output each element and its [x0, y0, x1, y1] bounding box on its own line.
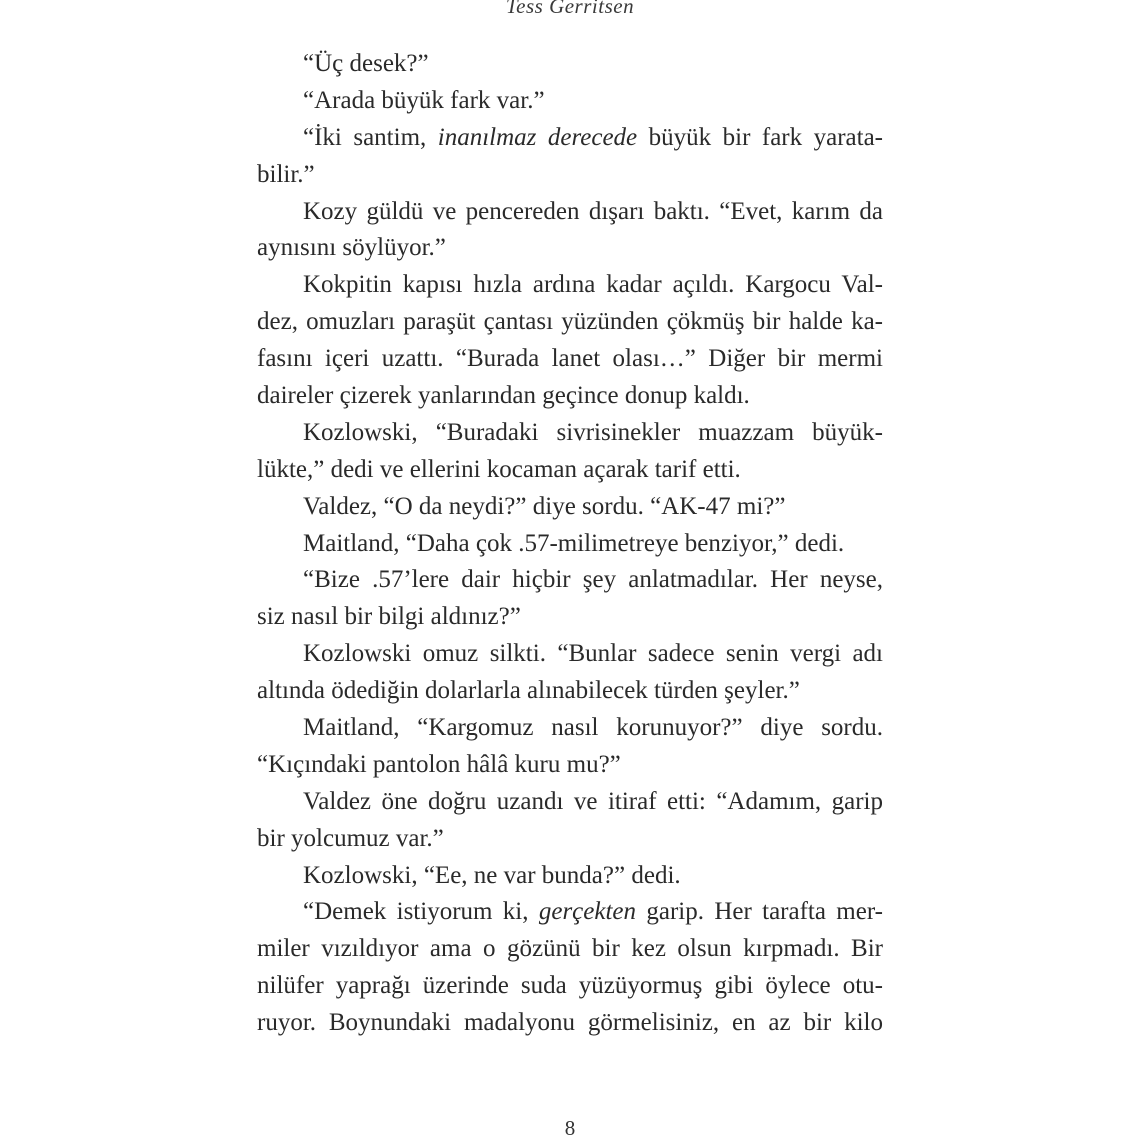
- text-line: “Kıçındaki pantolon hâlâ kuru mu?”: [257, 750, 621, 778]
- running-header: Tess Gerritsen: [505, 0, 635, 18]
- italic-emphasis: gerçekten: [538, 898, 637, 926]
- text-line: bir yolcumuz var.”: [257, 824, 444, 852]
- text-line: Valdez öne doğru uzandı ve itiraf etti: “Adamım, garip: [303, 787, 883, 815]
- text-line: Maitland, “Daha çok .57-milimetreye benziyor,” dedi.: [303, 529, 845, 557]
- text-line: Kozy güldü ve pencereden dışarı baktı. “Evet, karım da: [303, 197, 883, 225]
- text-line: daireler çizerek yanlarından geçince donup kaldı.: [257, 382, 750, 410]
- text-line: altında ödediğin dolarlarla alınabilecek türden şeyler.”: [257, 677, 800, 705]
- text-line: nilüfer yaprağı üzerinde suda yüzüyormuş gibi öylece otu-: [257, 972, 883, 1000]
- text-line: Kozlowski, “Ee, ne var bunda?” dedi.: [303, 861, 681, 889]
- text-line: siz nasıl bir bilgi aldınız?”: [257, 603, 521, 631]
- text-line: lükte,” dedi ve ellerini kocaman açarak tarif etti.: [257, 455, 741, 483]
- text-line: dez, omuzları paraşüt çantası yüzünden çökmüş bir halde ka-: [257, 308, 883, 336]
- text-line: Valdez, “O da neydi?” diye sordu. “AK-47 mi?”: [303, 492, 786, 520]
- text-line: “Bize .57’lere dair hiçbir şey anlatmadılar. Her neyse,: [303, 566, 883, 594]
- text-line: “İki santim, inanılmaz derecede büyük bir fark yarata-: [303, 123, 884, 151]
- text-line: “Arada büyük fark var.”: [303, 86, 545, 114]
- text-line: fasını içeri uzattı. “Burada lanet olası…” Diğer bir mermi: [257, 345, 883, 373]
- text-line: ruyor. Boynundaki madalyonu görmelisiniz, en az bir kilo: [257, 1009, 883, 1037]
- text-line: “Demek istiyorum ki, gerçekten garip. Her tarafta mer-: [303, 898, 883, 926]
- text-line: Kokpitin kapısı hızla ardına kadar açıldı. Kargocu Val-: [303, 271, 883, 299]
- text-line: Kozlowski, “Buradaki sivrisinekler muazzam büyük-: [303, 418, 883, 446]
- text-line: “Üç desek?”: [303, 50, 429, 77]
- text-line: aynısını söylüyor.”: [257, 234, 446, 262]
- text-line: Kozlowski omuz silkti. “Bunlar sadece senin vergi adı: [303, 640, 883, 668]
- body-text: [257, 46, 883, 1042]
- text-line: bilir.”: [257, 160, 315, 188]
- page-number: 8: [564, 1116, 576, 1140]
- text-line: miler vızıldıyor ama o gözünü bir kez olsun kırpmadı. Bir: [257, 935, 883, 963]
- italic-emphasis: inanılmaz derecede: [437, 123, 638, 151]
- text-line: Maitland, “Kargomuz nasıl korunuyor?” diye sordu.: [303, 714, 883, 742]
